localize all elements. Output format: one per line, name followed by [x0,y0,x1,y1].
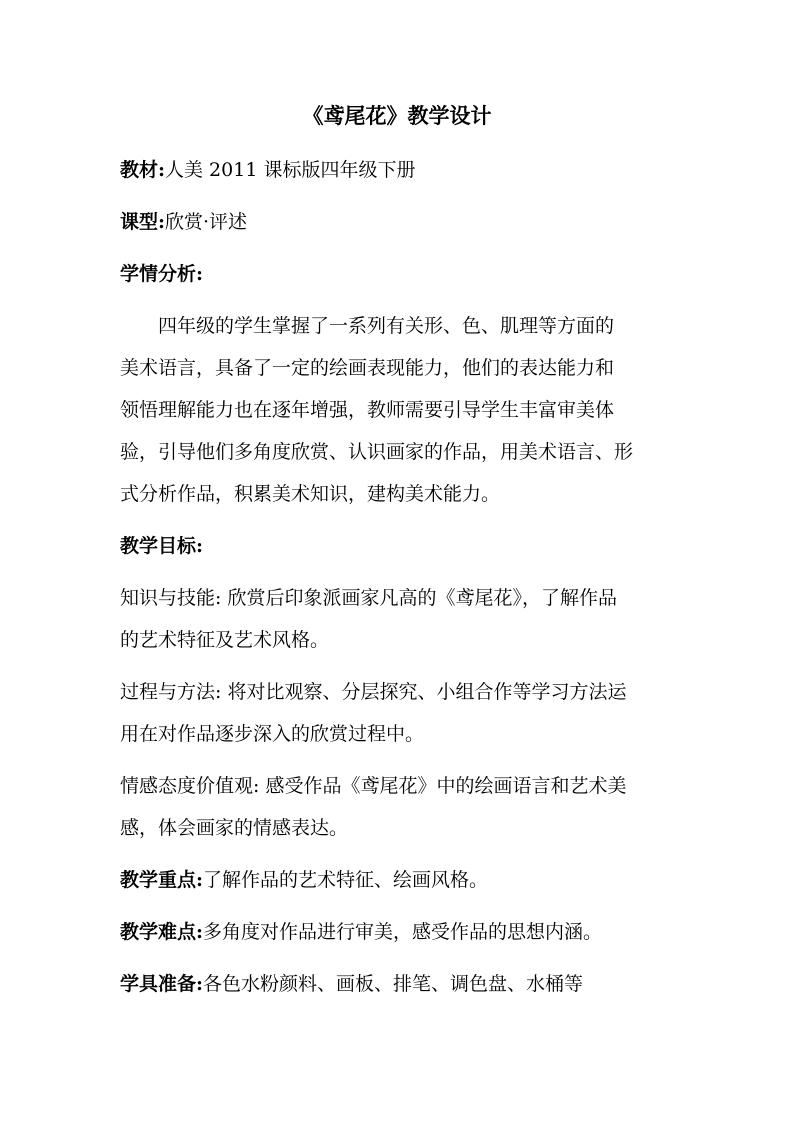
analysis-line: 领悟理解能力也在逐年增强，教师需要引导学生丰富审美体 [120,399,615,421]
analysis-line: 美术语言，具备了一定的绘画表现能力，他们的表达能力和 [120,357,615,379]
objective-emotion-line: 感，体会画家的情感表达。 [120,817,349,839]
materials-label: 学具准备: [120,973,204,995]
materials-value: 各色水粉颜料、画板、排笔、调色盘、水桶等 [203,973,584,995]
material-line [120,152,680,188]
key-point-value: 了解作品的艺术特征、绘画风格。 [203,869,489,891]
objective-process-line: 过程与方法: 将对比观察、分层探究、小组合作等学习方法运 [120,681,627,703]
objective-emotion-line: 情感态度价值观: 感受作品《鸢尾花》中的绘画语言和艺术美 [120,775,627,797]
objective-knowledge-line: 知识与技能: 欣赏后印象派画家凡高的《鸢尾花》，了解作品 [120,587,617,609]
objectives-heading: 教学目标: [120,535,204,557]
material-value: 人美 2011 课标版四年级下册 [165,159,416,181]
lesson-type-line [120,204,680,240]
objective-process-line: 用在对作品逐步深入的欣赏过程中。 [120,723,425,745]
key-point-label: 教学重点: [120,869,204,891]
lesson-type-label: 课型: [120,211,166,233]
lesson-type-value: 欣赏·评述 [165,211,248,233]
key-point-line [120,862,680,898]
document-title: 《鸢尾花》教学设计 [302,103,492,128]
analysis-line: 式分析作品，积累美术知识，建构美术能力。 [120,483,501,505]
difficulty-label: 教学难点: [120,921,204,943]
analysis-line: 四年级的学生掌握了一系列有关形、色、肌理等方面的 [158,315,615,337]
objective-knowledge-line: 的艺术特征及艺术风格。 [120,629,330,651]
analysis-heading: 学情分析: [120,263,204,285]
analysis-line: 验，引导他们多角度欣赏、认识画家的作品，用美术语言、形 [120,441,634,463]
material-label: 教材: [120,159,166,181]
difficulty-value: 多角度对作品进行审美，感受作品的思想内涵。 [203,921,603,943]
materials-line [120,966,680,1002]
difficulty-line [120,914,680,950]
